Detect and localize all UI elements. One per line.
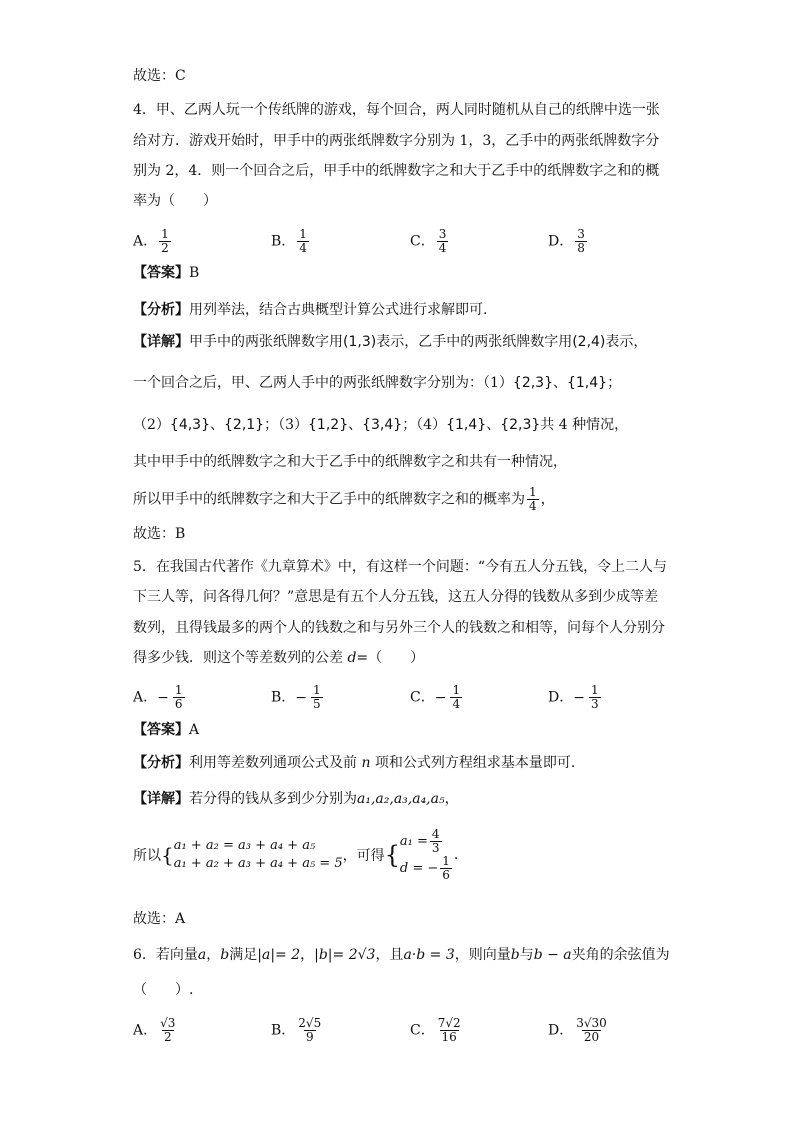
fraction: $\frac{3}{8}$ [577,227,585,255]
fraction: $\frac{1}{6}$ [174,683,183,711]
vector-a: a [197,947,207,963]
q5-line-1: 5．在我国古代著作《九章算术》中，有这样一个问题：“今有五人分五钱，令上二人与 [133,559,668,575]
equation-system [174,837,343,873]
vector-b: b [220,947,230,963]
case-2-sets: {4,3}、{2,1} [169,417,265,433]
analysis-tag: 【分析】 [133,302,189,318]
fraction: $\frac{√3}{2}$ [160,1016,176,1044]
answer-value: A [189,722,200,738]
option-label: D． [548,1022,574,1039]
option-label: A． [133,689,158,706]
q4-line-2: 给对方．游戏开始时，甲手中的两张纸牌数字分别为 1，3，乙手中的两张纸牌数字分 [133,133,660,149]
variable-d: d [347,650,357,666]
analysis-tag: 【分析】 [133,755,189,771]
q4-detail-5: 所以甲手中的纸牌数字之和大于乙手中的纸牌数字之和的概率为 $\frac{1}{4}$ ， [133,485,555,513]
q5-final-answer: 故选：A [133,911,186,927]
q4-option-a [133,228,173,255]
q4-line-4: 率为（ ） [133,193,217,209]
q5-line-2: 下三人等，问各得几何？”意思是有五个人分五钱，这五人分得的钱数从多到少成等差 [133,589,659,605]
q6-option-c [410,1017,464,1044]
q6-option-a [133,1017,178,1044]
case-1-sets: {2,3}、{1,4} [512,375,608,391]
q4-option-d [548,228,589,255]
q4-option-c [410,228,450,255]
q6-option-b [271,1017,324,1044]
fraction: $\frac{1}{5}$ [313,683,321,711]
q4-option-b [271,228,311,255]
case-3-sets: {1,2}、{3,4} [308,417,403,433]
q5-option-d: D．− $\frac{1}{3}$ [548,683,599,711]
fraction: $\frac{1}{2}$ [161,227,169,255]
detail-tag: 【详解】 [133,791,189,807]
q5-line-3: 数列，且得钱最多的两个人的钱数之和与另外三个人的钱数之和相等，问每个人分别分 [133,620,665,636]
fraction: $\frac{1}{4}$ [529,485,537,513]
q4-detail-1: 【详解】甲手中的两张纸牌数字用(1,3)表示，乙手中的两张纸牌数字用(2,4)表示， [133,334,648,350]
norm-a: |a|= 2 [257,947,301,963]
option-label: A． [133,233,158,250]
fraction: $\frac{1}{4}$ [299,227,307,255]
prev-final-answer: 故选：C [133,68,186,84]
equation-2: a₁ + a₂ + a₃ + a₄ + a₅ = 5 [173,856,343,871]
fraction: $\frac{1}{3}$ [590,683,599,711]
q5-line-4: 得多少钱．则这个等差数列的公差 d=（ ） [133,650,425,666]
q5-option-a: A．− $\frac{1}{6}$ [133,683,183,711]
answer-tag: 【答案】 [133,265,189,281]
option-label: C． [410,1022,435,1039]
q4-analysis [133,300,487,320]
q5-detail-1: 【详解】若分得的钱从多到少分别为a₁,a₂,a₃,a₄,a₅， [133,791,459,807]
option-label: B． [271,689,296,706]
norm-b: |b|= 2√3 [314,947,376,963]
option-label: D． [548,689,574,706]
option-label: C． [410,233,435,250]
q5-analysis: 【分析】利用等差数列通项公式及前 n 项和公式列方程组求基本量即可. [133,755,576,771]
q6-line-1: 6．若向量a，b满足|a|= 2，|b|= 2√3，且a·b = 3，则向量b与b − a夹角的余弦值为 [133,947,670,963]
option-label: D． [548,233,574,250]
answer-tag: 【答案】 [133,722,189,738]
q4-line-1: 4．甲、乙两人玩一个传纸牌的游戏，每个回合，两人同时随机从自己的纸牌中选一张 [133,102,660,118]
equation-1: a₁ + a₂ = a₃ + a₄ + a₅ [173,838,316,853]
option-label: C． [410,689,435,706]
dot-product: a·b = 3 [403,947,455,963]
detail-tag: 【详解】 [133,334,189,350]
answer-value: B [189,265,200,281]
pair-b: (2,4) [572,334,606,350]
fraction: $\frac{3√30}{20}$ [576,1016,607,1044]
case-4-sets: {1,4}、{2,3} [446,417,541,433]
fraction: $\frac{7√2}{16}$ [437,1016,461,1044]
q4-detail-4: 其中甲手中的纸牌数字之和大于乙手中的纸牌数字之和共有一种情况， [133,454,567,470]
fraction: $\frac{3}{4}$ [438,227,447,255]
variable-n: n [361,755,371,771]
q6-line-2: （ ）. [133,982,194,998]
option-label: B． [271,1022,296,1039]
analysis-text: 用列举法，结合古典概型计算公式进行求解即可. [189,302,488,318]
fraction: $\frac{1}{4}$ [452,683,461,711]
solution-system: a₁ = $\frac{4}{3}$ d = − $\frac{1}{6}$ [399,827,450,882]
q5-answer [133,720,199,740]
option-label: A． [133,1022,158,1039]
q4-answer [133,263,199,283]
q6-option-d [548,1017,610,1044]
fraction: $\frac{2√5}{9}$ [298,1016,322,1044]
q5-option-b: B．− $\frac{1}{5}$ [271,683,321,711]
q4-detail-3: （2）{4,3}、{2,1}；（3）{1,2}、{3,4}；（4）{1,4}、{2,3}共 4 种情况， [133,417,629,433]
pair-a: (1,3) [343,334,377,350]
q4-line-3: 别为 2，4．则一个回合之后，甲手中的纸牌数字之和大于乙手中的纸牌数字之和的概 [133,163,660,179]
q5-option-c: C．− $\frac{1}{4}$ [410,683,461,711]
sequence-terms: a₁,a₂,a₃,a₄,a₅ [357,791,445,807]
q5-detail-2: 所以{ a₁ + a₂ = a₃ + a₄ + a₅ a₁ + a₂ + a₃ + a₄ + a₅ = 5 ，可得{ a₁ = $\frac{4}{3}$ d = − $\frac{1}{6}$ . [133,827,459,882]
option-label: B． [271,233,296,250]
q4-final-answer: 故选：B [133,526,186,542]
q4-detail-2: 一个回合之后，甲、乙两人手中的两张纸牌数字分别为：（1）{2,3}、{1,4}； [133,375,622,391]
